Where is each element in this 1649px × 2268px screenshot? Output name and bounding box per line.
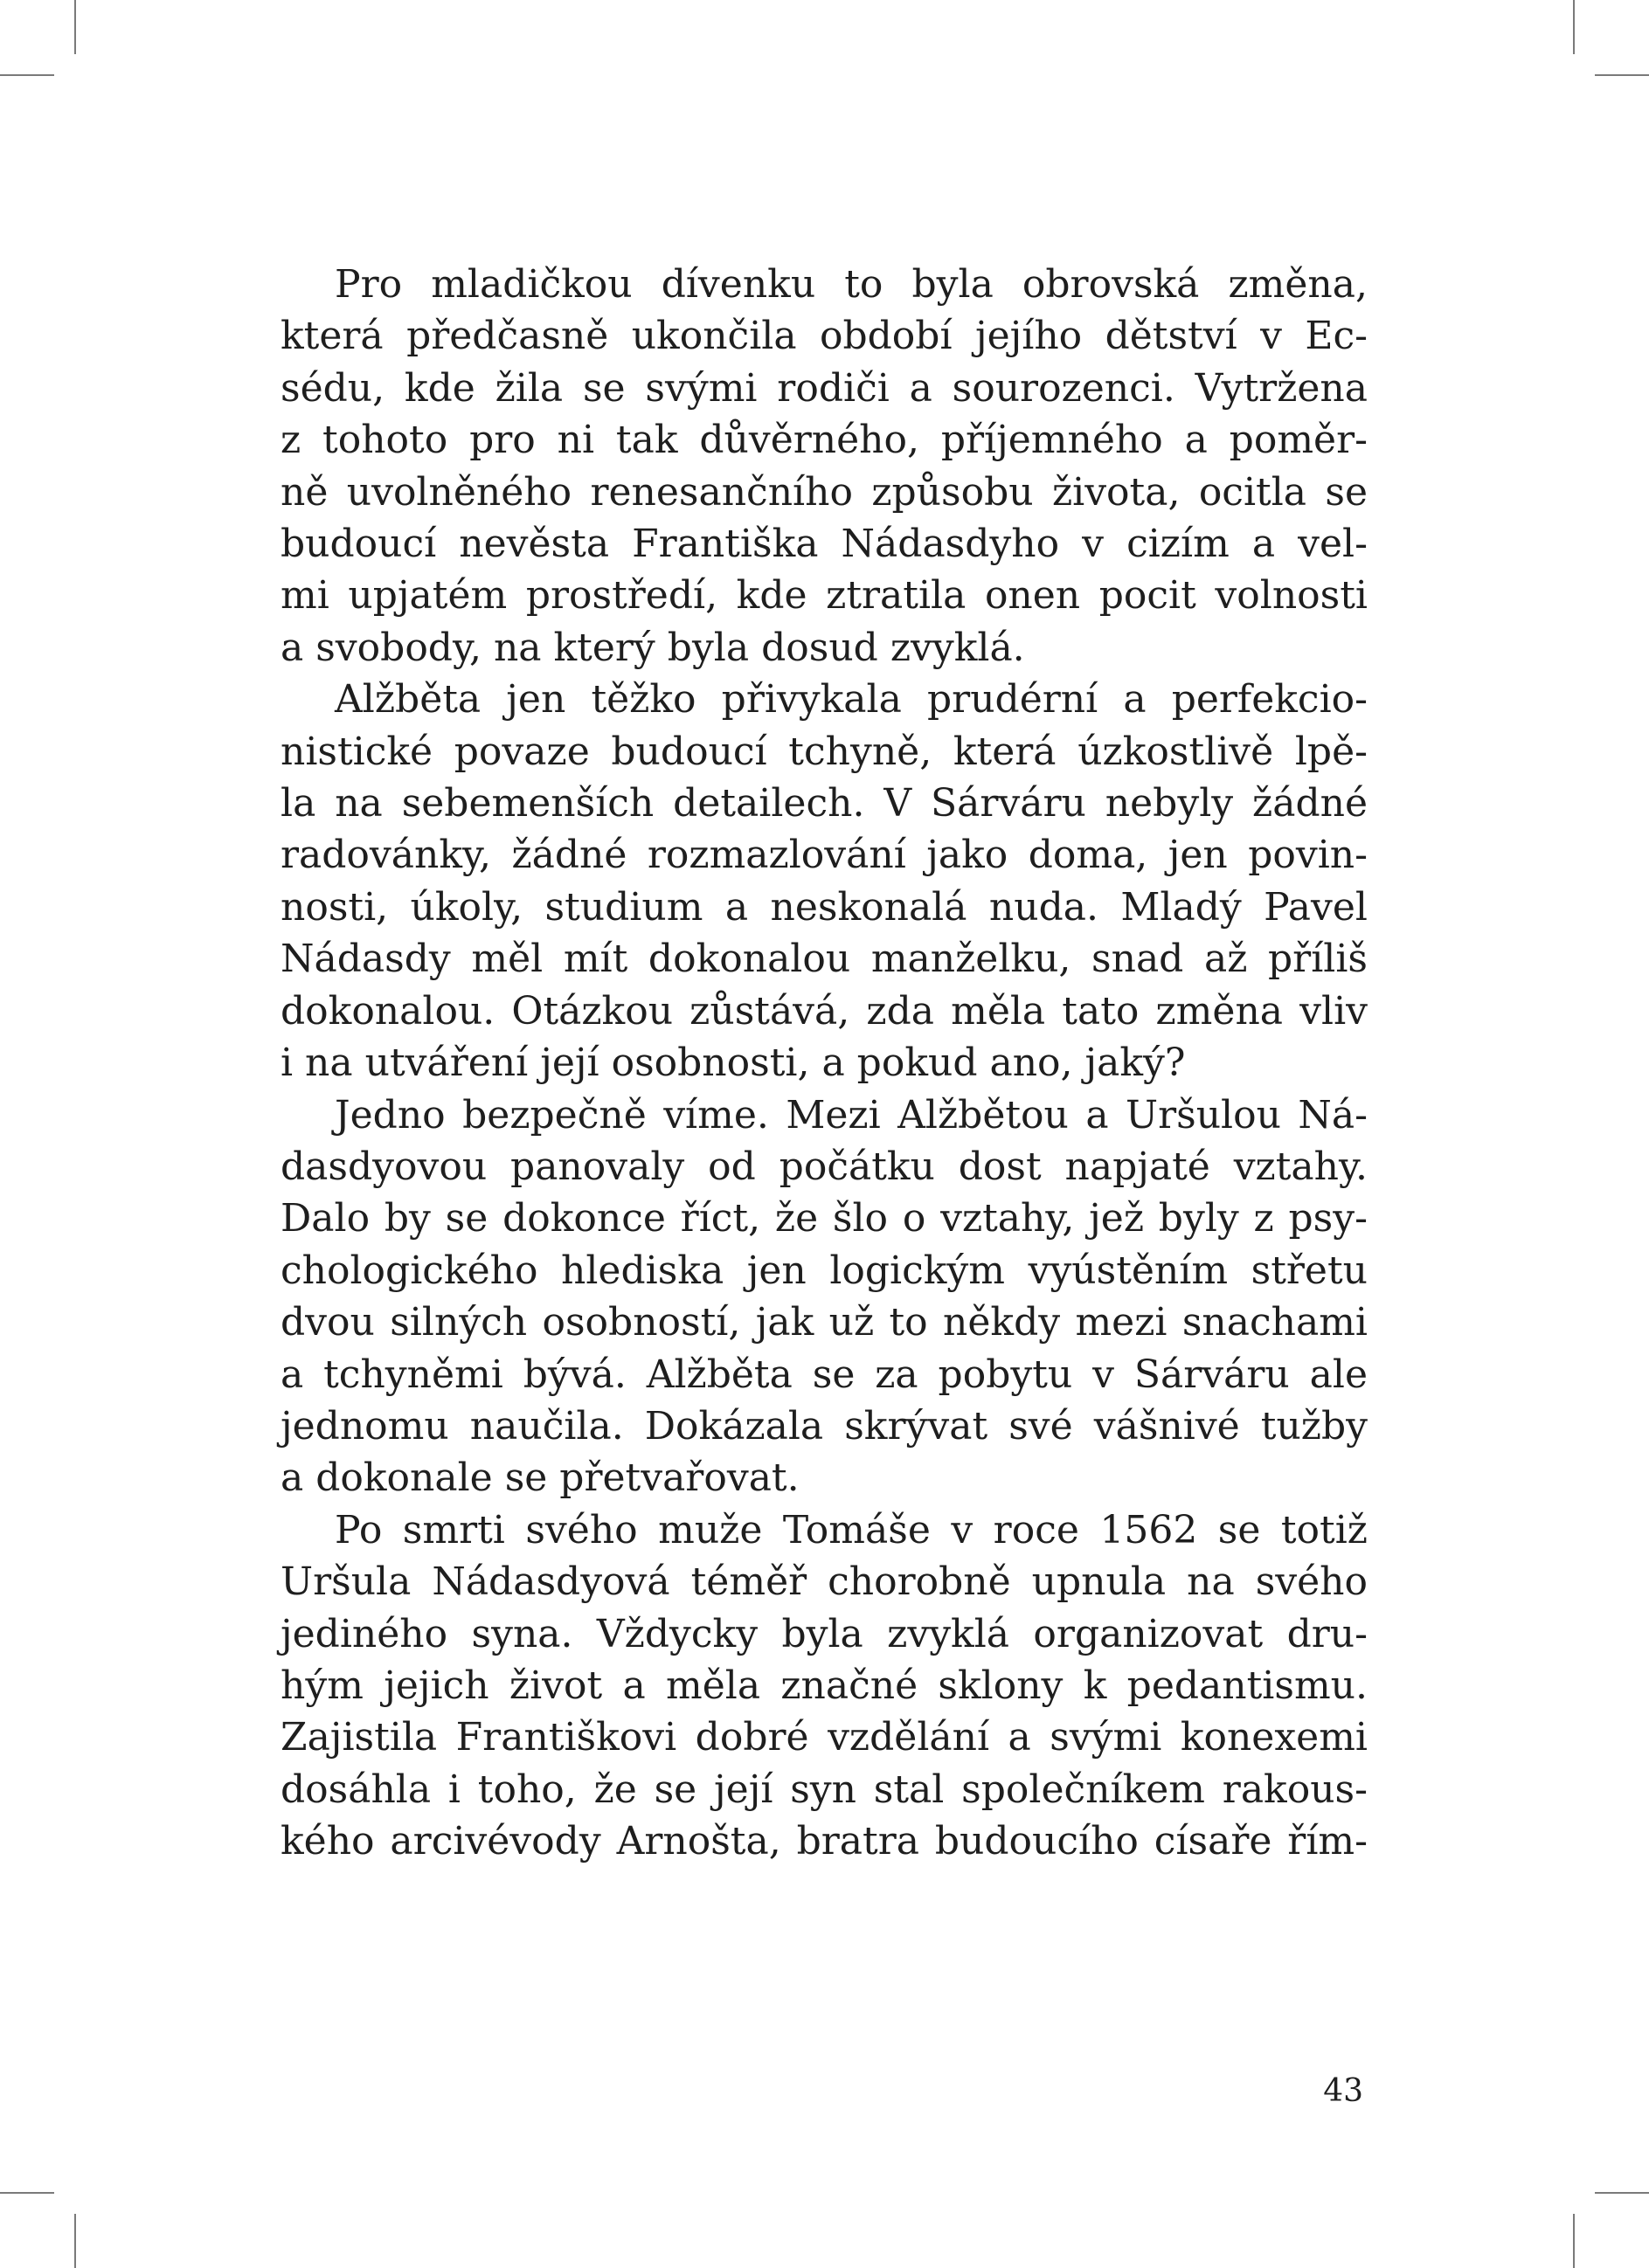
text-line: Po smrti svého muže Tomáše v roce 1562 se totiž (335, 1507, 1368, 1552)
text-line: dasdyovou panovaly od počátku dost napjaté vztahy. (281, 1144, 1368, 1189)
text-line: Alžběta jen těžko přivykala prudérní a perfekcio- (335, 677, 1368, 723)
text-line: Pro mladičkou dívenku to byla obrovská změna, (335, 262, 1368, 307)
text-line: chologického hlediska jen logickým vyústěním střetu (281, 1248, 1368, 1293)
crop-mark-bottom-left (74, 2214, 76, 2268)
text-line: nistické povaze budoucí tchyně, která úzkostlivě lpě- (281, 729, 1368, 774)
text-line: Nádasdy měl mít dokonalou manželku, snad až příliš (281, 937, 1368, 982)
text-line: Zajistila Františkovi dobré vzdělání a svými konexemi (281, 1715, 1368, 1760)
text-line: dvou silných osobností, jak už to někdy mezi snachami (281, 1300, 1368, 1345)
text-line: Dalo by se dokonce říct, že šlo o vztahy, jež byly z psy- (281, 1196, 1368, 1241)
text-line: a tchyněmi bývá. Alžběta se za pobytu v Sárváru ale (281, 1352, 1368, 1397)
text-line: jediného syna. Vždycky byla zvyklá organizovat dru- (281, 1611, 1368, 1656)
text-line: a svobody, na který byla dosud zvyklá. (281, 625, 1025, 670)
text-line: nosti, úkoly, studium a neskonalá nuda. Mladý Pavel (281, 884, 1368, 930)
text-line: i na utváření její osobnosti, a pokud ano, jaký? (281, 1041, 1186, 1086)
paragraph (281, 674, 1368, 1089)
text-line: radovánky, žádné rozmazlování jako doma, jen povin- (281, 833, 1368, 878)
text-line: dosáhla i toho, že se její syn stal společníkem rakous- (281, 1767, 1368, 1812)
text-line: ně uvolněného renesančního způsobu života, ocitla se (281, 469, 1368, 515)
text-line: dokonalou. Otázkou zůstává, zda měla tato změna vliv (281, 988, 1368, 1034)
paragraph (281, 1504, 1368, 1868)
page-number: 43 (1323, 2073, 1363, 2109)
crop-mark-top-right-horizontal (1595, 74, 1649, 76)
text-line: hým jejich život a měla značné sklony k pedantismu. (281, 1663, 1368, 1708)
text-line: Uršula Nádasdyová téměř chorobně upnula na svého (281, 1559, 1368, 1605)
text-line: mi upjatém prostředí, kde ztratila onen pocit volnosti (281, 573, 1368, 619)
text-line: Jedno bezpečně víme. Mezi Alžbětou a Uršulou Ná- (335, 1092, 1368, 1137)
crop-mark-top-left (74, 0, 76, 54)
text-line: a dokonale se přetvařovat. (281, 1456, 800, 1501)
paragraph (281, 259, 1368, 674)
body-text (281, 259, 1368, 1868)
crop-mark-top-right (1573, 0, 1575, 54)
text-line: budoucí nevěsta Františka Nádasdyho v cizím a vel- (281, 522, 1368, 567)
text-line: jednomu naučila. Dokázala skrývat své vášnivé tužby (281, 1403, 1368, 1449)
text-line: la na sebemenších detailech. V Sárváru nebyly žádné (281, 781, 1368, 826)
text-line: sédu, kde žila se svými rodiči a sourozenci. Vytržena (281, 365, 1368, 411)
crop-mark-bottom-right (1573, 2214, 1575, 2268)
crop-mark-bottom-left-horizontal (0, 2192, 54, 2194)
text-line: která předčasně ukončila období jejího dětství v Ec- (281, 314, 1368, 359)
paragraph (281, 1089, 1368, 1504)
crop-mark-bottom-right-horizontal (1595, 2192, 1649, 2194)
crop-mark-top-left-horizontal (0, 74, 54, 76)
text-line: z tohoto pro ni tak důvěrného, příjemného a poměr- (281, 418, 1368, 463)
text-line: kého arcivévody Arnošta, bratra budoucího císaře řím- (281, 1819, 1368, 1864)
